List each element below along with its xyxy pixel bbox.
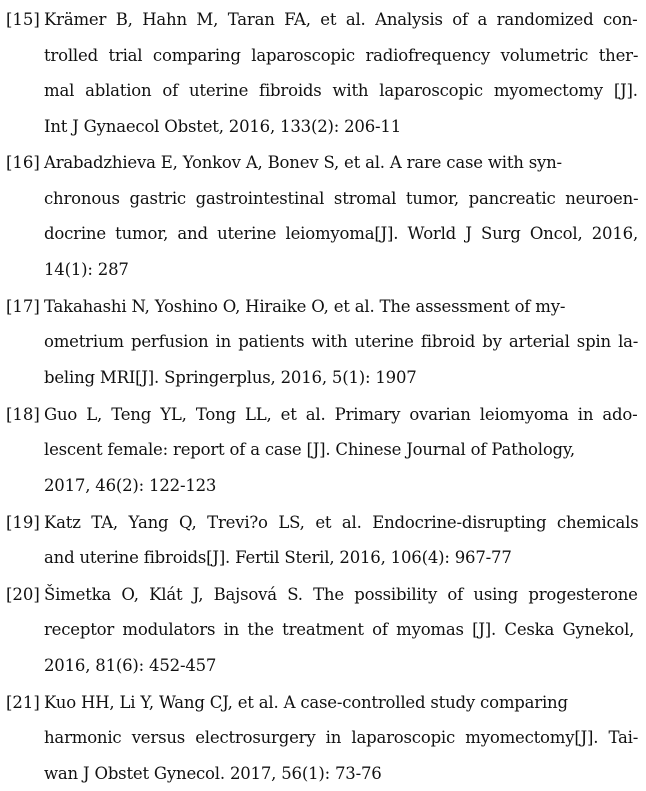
- reference-text: [44, 685, 638, 791]
- reference-item-17: [6, 289, 638, 396]
- reference-number: [17]: [6, 296, 40, 316]
- reference-text: [44, 577, 638, 684]
- reference-line: Int J Gynaecol Obstet, 2016, 133(2): 206-11: [44, 116, 401, 136]
- reference-number: [15]: [6, 10, 40, 29]
- reference-line: Kuo HH, Li Y, Wang CJ, et al. A case-controlled study comparing: [44, 692, 568, 712]
- reference-item-20: [6, 577, 638, 684]
- reference-text: [44, 145, 638, 287]
- reference-line: Krämer B, Hahn M, Taran FA, et al. Analysis of a randomized con-: [44, 10, 638, 29]
- reference-item-18: [6, 397, 638, 504]
- reference-line: wan J Obstet Gynecol. 2017, 56(1): 73-76: [44, 763, 382, 783]
- reference-line: chronous gastric gastrointestinal stromal tumor, pancreatic neuroen-: [44, 188, 639, 208]
- reference-item-16: [6, 145, 638, 287]
- reference-line: Arabadzhieva E, Yonkov A, Bonev S, et al. A rare case with syn-: [44, 153, 562, 173]
- reference-line: ometrium perfusion in patients with uterine fibroid by arterial spin la-: [44, 332, 639, 352]
- reference-line: Takahashi N, Yoshino O, Hiraike O, et al. The assessment of my-: [44, 296, 566, 316]
- reference-item-21: [6, 685, 638, 791]
- reference-line: 14(1): 287: [44, 259, 129, 279]
- reference-text: [44, 397, 638, 504]
- reference-number: [16]: [6, 153, 40, 173]
- reference-line: Katz TA, Yang Q, Trevi?o LS, et al. Endocrine-disrupting chemicals: [44, 512, 639, 532]
- reference-line: mal ablation of uterine fibroids with laparoscopic myomectomy [J].: [44, 81, 638, 100]
- reference-item-19: [6, 505, 638, 576]
- reference-line: and uterine fibroids[J]. Fertil Steril, 2016, 106(4): 967-77: [44, 548, 512, 568]
- reference-line: lescent female: report of a case [J]. Chinese Journal of Pathology,: [44, 440, 575, 460]
- reference-number: [19]: [6, 512, 40, 532]
- reference-text: [44, 505, 638, 576]
- reference-item-15: [6, 2, 638, 144]
- reference-text: [44, 289, 638, 396]
- reference-text: [44, 2, 638, 144]
- reference-line: beling MRI[J]. Springerplus, 2016, 5(1): 1907: [44, 367, 417, 387]
- reference-line: harmonic versus electrosurgery in laparoscopic myomectomy[J]. Tai-: [44, 728, 639, 748]
- reference-line: Guo L, Teng YL, Tong LL, et al. Primary ovarian leiomyoma in ado-: [44, 404, 638, 424]
- reference-number: [21]: [6, 692, 40, 712]
- reference-number: [20]: [6, 584, 40, 604]
- reference-line: 2017, 46(2): 122-123: [44, 475, 217, 495]
- reference-number: [18]: [6, 404, 40, 424]
- reference-line: Šimetka O, Klát J, Bajsová S. The possibility of using progesterone: [44, 584, 638, 604]
- reference-line: trolled trial comparing laparoscopic radiofrequency volumetric ther-: [44, 45, 639, 65]
- reference-line: receptor modulators in the treatment of myomas [J]. Ceska Gynekol,: [44, 620, 635, 640]
- reference-line: 2016, 81(6): 452-457: [44, 655, 217, 675]
- reference-line: docrine tumor, and uterine leiomyoma[J]. World J Surg Oncol, 2016,: [44, 224, 638, 244]
